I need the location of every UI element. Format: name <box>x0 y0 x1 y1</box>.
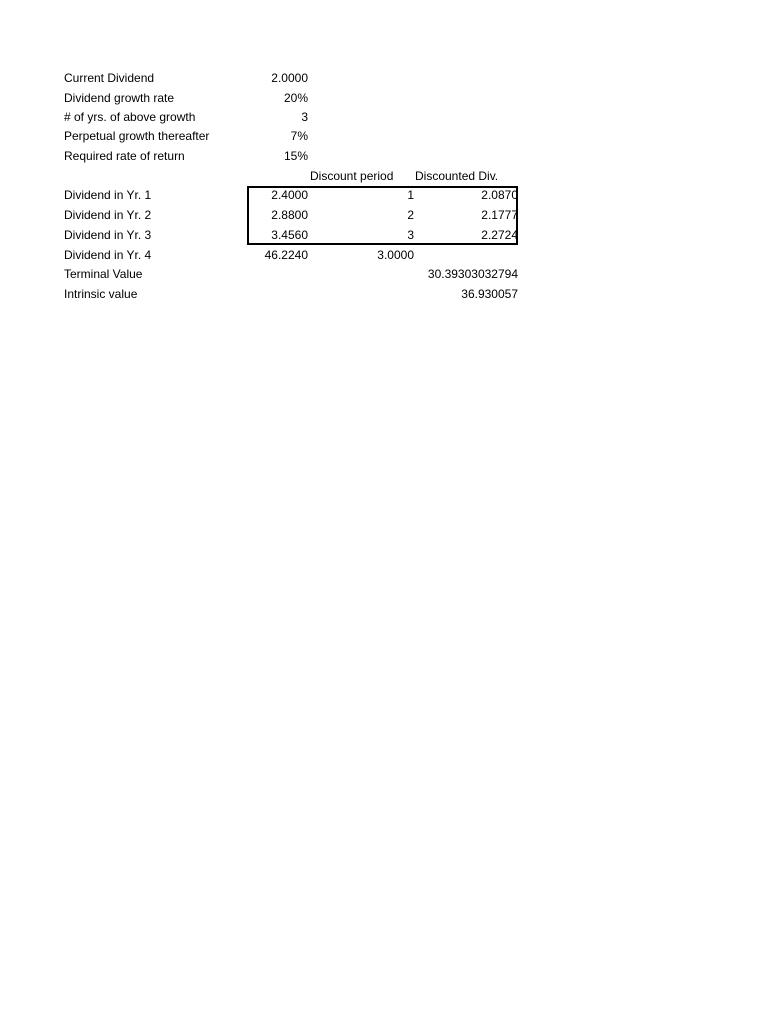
required-return-label: Required rate of return <box>64 149 185 163</box>
dividend-yr2-value: 2.8800 <box>271 208 308 222</box>
years-growth-value: 3 <box>301 110 308 124</box>
current-dividend-value: 2.0000 <box>271 71 308 85</box>
intrinsic-value-label: Intrinsic value <box>64 287 138 301</box>
required-return-value: 15% <box>283 149 308 163</box>
discounted-div-header: Discounted Div. <box>415 169 499 183</box>
growth-rate-value: 20% <box>283 91 308 105</box>
dividend-yr4-period: 3.0000 <box>377 248 414 262</box>
dividend-yr2-period: 2 <box>407 208 414 222</box>
dividend-yr1-period: 1 <box>407 188 414 202</box>
discount-period-header: Discount period <box>310 169 394 183</box>
perpetual-growth-label: Perpetual growth thereafter <box>64 129 210 143</box>
dividend-yr3-value: 3.4560 <box>271 228 308 242</box>
dividend-yr2-discounted: 2.1777 <box>481 208 518 222</box>
dividend-yr1-value: 2.4000 <box>271 188 308 202</box>
dividend-yr3-period: 3 <box>407 228 414 242</box>
terminal-value-label: Terminal Value <box>64 267 143 281</box>
intrinsic-value: 36.930057 <box>461 287 518 301</box>
terminal-value: 30.39303032794 <box>427 267 518 281</box>
dividend-yr1-label: Dividend in Yr. 1 <box>64 188 152 202</box>
dividend-yr4-label: Dividend in Yr. 4 <box>64 248 152 262</box>
dividend-yr3-discounted: 2.2724 <box>481 228 518 242</box>
dividend-yr4-value: 46.2240 <box>264 248 308 262</box>
dividend-yr2-label: Dividend in Yr. 2 <box>64 208 152 222</box>
current-dividend-label: Current Dividend <box>64 71 155 85</box>
dividend-yr3-label: Dividend in Yr. 3 <box>64 228 152 242</box>
perpetual-growth-value: 7% <box>290 129 308 143</box>
years-growth-label: # of yrs. of above growth <box>64 110 196 124</box>
dividend-yr1-discounted: 2.0870 <box>481 188 518 202</box>
growth-rate-label: Dividend growth rate <box>64 91 175 105</box>
